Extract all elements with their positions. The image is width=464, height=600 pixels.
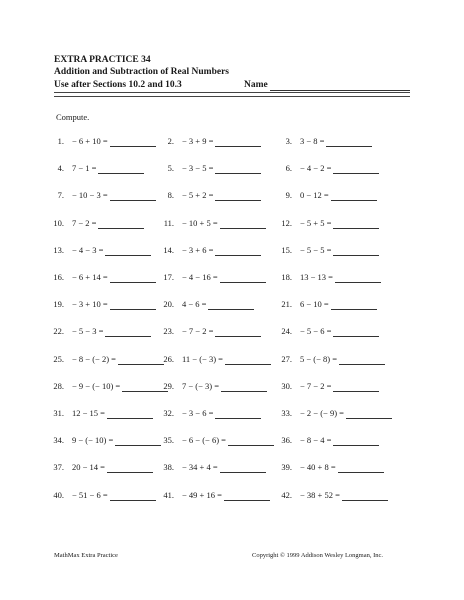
problem-number: 1. [57,136,64,146]
problem-expression: − 3 + 9 = [182,136,214,146]
problem-expression: − 10 + 5 = [182,217,218,228]
problem-item [278,271,381,283]
problem-expression: − 40 + 8 = [300,462,336,473]
problem-expression: − 5 + 2 = [182,190,214,201]
problem-item [160,189,261,201]
problem-expression: − 3 − 6 = [182,408,214,418]
answer-blank[interactable] [110,273,156,283]
name-label: Name [244,80,268,90]
problem-expression: 11 − (− 3) = [182,353,223,364]
problem-item [50,461,153,473]
problem-number: 32. [163,408,174,418]
answer-blank[interactable] [105,327,151,337]
problem-item [50,380,168,392]
problem-expression: − 4 − 3 = [72,244,104,255]
answer-blank[interactable] [342,491,388,501]
problem-item [278,407,392,419]
problem-item [50,244,151,256]
problem-number: 22. [53,326,64,337]
footer-copyright: Copyright © 1999 Addison Wesley Longman, Inc. [252,552,384,559]
problem-expression: − 3 − 5 = [182,163,214,174]
answer-blank[interactable] [208,300,254,310]
problem-number: 13. [53,244,64,255]
answer-blank[interactable] [115,436,161,446]
problem-number: 3. [285,136,292,146]
problem-item [278,189,377,201]
problem-item [160,217,266,229]
problem-number: 37. [53,462,64,473]
problem-item [160,434,274,446]
problem-expression: − 4 − 2 = [300,163,332,174]
problem-item [160,380,267,392]
problem-number: 41. [163,489,174,500]
problem-expression: − 6 + 10 = [72,136,108,146]
problem-expression: 7 − 1 = [72,163,97,174]
problem-number: 31. [53,408,64,418]
problem-number: 17. [163,272,174,282]
answer-blank[interactable] [333,382,379,392]
problem-item [278,461,384,473]
answer-blank[interactable] [228,436,274,446]
problem-expression: 12 − 15 = [72,408,105,418]
problem-number: 5. [167,163,174,174]
answer-blank[interactable] [215,137,261,147]
problem-expression: − 3 + 10 = [72,299,108,310]
problem-expression: − 6 − (− 6) = [182,435,226,446]
problem-number: 35. [163,435,174,446]
problem-item [160,271,266,283]
problem-number: 14. [163,244,174,255]
problem-item [50,434,161,446]
answer-blank[interactable] [333,436,379,446]
answer-blank[interactable] [335,273,381,283]
answer-blank[interactable] [110,491,156,501]
answer-blank[interactable] [215,191,261,201]
problem-item [278,217,379,229]
answer-blank[interactable] [224,491,270,501]
problem-number: 10. [53,217,64,228]
problem-number: 21. [281,299,292,310]
problem-expression: − 38 + 52 = [300,489,340,500]
problem-item [160,244,261,256]
problem-expression: 13 − 13 = [300,272,333,282]
problem-expression: 7 − 2 = [72,217,97,228]
problem-expression: 20 − 14 = [72,462,105,473]
answer-blank[interactable] [110,191,156,201]
problem-item [160,162,261,174]
problem-number: 15. [281,244,292,255]
answer-blank[interactable] [105,246,151,256]
problem-expression: 3 − 8 = [300,136,325,146]
answer-blank[interactable] [338,463,384,473]
answer-blank[interactable] [215,246,261,256]
problem-item [278,244,379,256]
problem-expression: − 49 + 16 = [182,489,222,500]
problem-expression: − 5 + 5 = [300,217,332,228]
problem-number: 25. [53,353,64,364]
answer-blank[interactable] [107,463,153,473]
answer-blank[interactable] [110,300,156,310]
problem-number: 39. [281,462,292,473]
problem-number: 38. [163,462,174,473]
worksheet-title: EXTRA PRACTICE 34 [54,55,151,65]
problem-number: 28. [53,380,64,391]
problem-item [278,380,379,392]
problem-expression: − 8 − 4 = [300,435,332,446]
answer-blank[interactable] [326,137,372,147]
answer-blank[interactable] [333,164,379,174]
problem-number: 23. [163,326,174,337]
problem-item [278,298,377,310]
instruction-text: Compute. [56,112,90,122]
problem-item [50,298,156,310]
problem-number: 16. [53,272,64,282]
problem-number: 9. [285,190,292,201]
problem-item [50,271,156,283]
answer-blank[interactable] [215,164,261,174]
answer-blank[interactable] [331,191,377,201]
problem-number: 33. [281,408,292,418]
answer-blank[interactable] [215,409,261,419]
answer-blank[interactable] [333,246,379,256]
problem-number: 36. [281,435,292,446]
problem-item [278,353,385,365]
answer-blank[interactable] [331,300,377,310]
name-blank[interactable] [270,81,410,91]
problem-number: 24. [281,326,292,337]
problem-number: 30. [281,380,292,391]
answer-blank[interactable] [220,219,266,229]
problem-item [160,407,261,419]
problem-expression: − 4 − 16 = [182,272,218,282]
problem-expression: 6 − 10 = [300,299,329,310]
problem-expression: − 2 − (− 9) = [300,408,344,418]
problem-item [160,353,271,365]
problem-item [50,135,156,147]
problem-item [160,298,254,310]
problem-item [160,489,270,501]
problem-expression: − 34 + 4 = [182,462,218,473]
answer-blank[interactable] [339,355,385,365]
problem-expression: − 9 − (− 10) = [72,380,121,391]
problem-item [160,325,261,337]
problem-number: 34. [53,435,64,446]
problem-expression: − 51 − 6 = [72,489,108,500]
problem-item [278,489,388,501]
problem-number: 11. [163,217,174,228]
answer-blank[interactable] [333,327,379,337]
answer-blank[interactable] [346,409,392,419]
answer-blank[interactable] [220,273,266,283]
answer-blank[interactable] [98,164,144,174]
problem-item [50,162,144,174]
problem-item [50,325,151,337]
problem-item [278,434,379,446]
answer-blank[interactable] [221,382,267,392]
problem-number: 26. [163,353,174,364]
problem-number: 7. [57,190,64,201]
answer-blank[interactable] [118,355,164,365]
problem-number: 18. [281,272,292,282]
problem-expression: − 7 − 2 = [182,326,214,337]
problem-item [278,162,379,174]
answer-blank[interactable] [98,219,144,229]
problem-item [50,189,156,201]
name-field [244,80,410,91]
problem-expression: − 3 + 6 = [182,244,214,255]
problem-number: 20. [163,299,174,310]
problem-number: 27. [281,353,292,364]
problem-expression: − 5 − 5 = [300,244,332,255]
answer-blank[interactable] [220,463,266,473]
problem-item [160,461,266,473]
answer-blank[interactable] [225,355,271,365]
problem-expression: − 8 − (− 2) = [72,353,116,364]
answer-blank[interactable] [215,327,261,337]
problem-item [50,353,164,365]
problem-item [160,135,261,147]
problem-number: 2. [167,136,174,146]
problem-expression: − 10 − 3 = [72,190,108,201]
header-rule-bottom [54,96,410,97]
problem-expression: 5 − (− 8) = [300,353,338,364]
problem-expression: 4 − 6 = [182,299,207,310]
problem-number: 40. [53,489,64,500]
problem-expression: − 5 − 6 = [300,326,332,337]
problem-item [278,135,372,147]
problem-item [50,217,144,229]
header-rule-top [54,92,410,93]
answer-blank[interactable] [107,409,153,419]
problem-item [50,407,153,419]
problem-expression: 0 − 12 = [300,190,329,201]
problem-expression: 7 − (− 3) = [182,380,220,391]
problem-number: 4. [57,163,64,174]
worksheet-sections: Use after Sections 10.2 and 10.3 [54,80,182,90]
problem-expression: − 7 − 2 = [300,380,332,391]
problem-expression: 9 − (− 10) = [72,435,114,446]
problem-number: 8. [167,190,174,201]
answer-blank[interactable] [110,137,156,147]
worksheet-subtitle: Addition and Subtraction of Real Numbers [54,67,229,77]
problem-number: 42. [281,489,292,500]
problem-item [278,325,379,337]
problem-number: 12. [281,217,292,228]
problem-item [50,489,156,501]
footer-publisher: MathMax Extra Practice [54,552,118,559]
problem-number: 19. [53,299,64,310]
problem-number: 6. [285,163,292,174]
problem-number: 29. [163,380,174,391]
problem-expression: − 5 − 3 = [72,326,104,337]
problem-expression: − 6 + 14 = [72,272,108,282]
answer-blank[interactable] [333,219,379,229]
